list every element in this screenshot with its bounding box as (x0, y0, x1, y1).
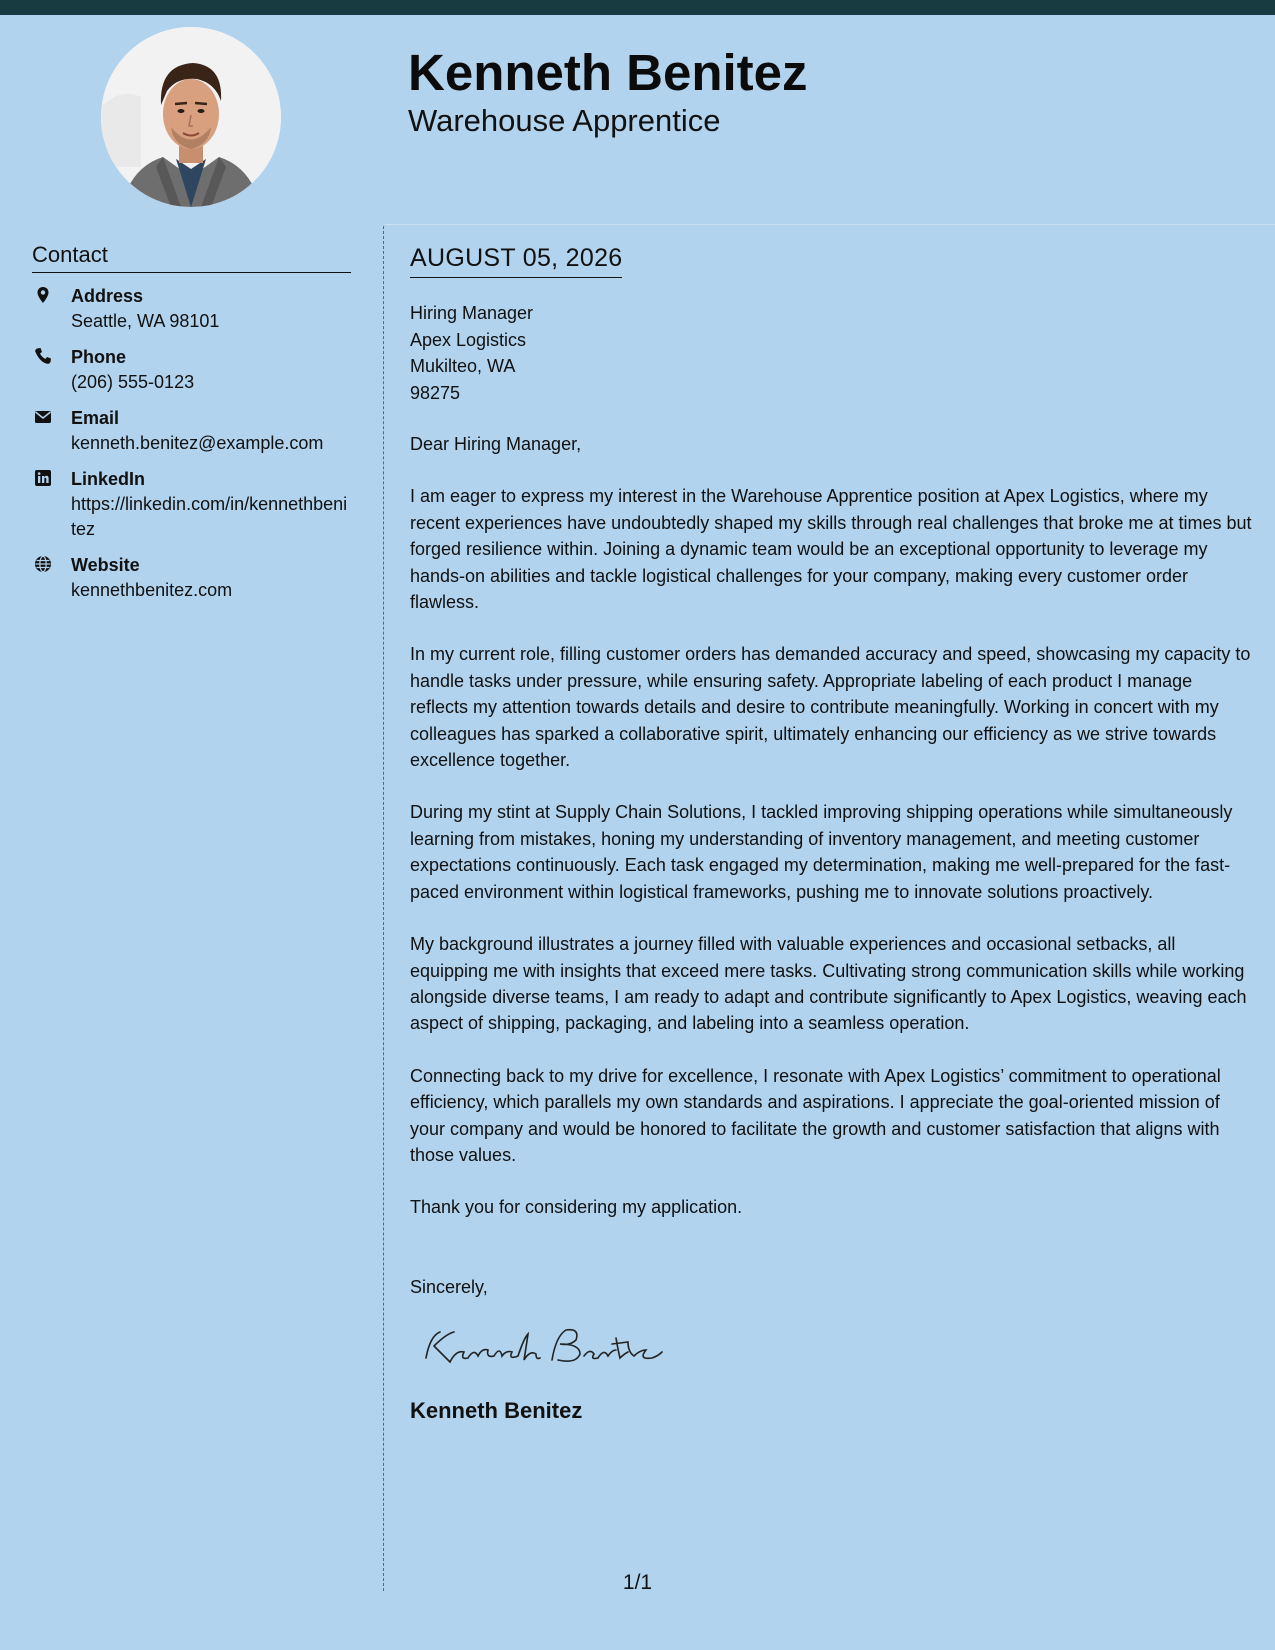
contact-address (32, 284, 352, 334)
globe-icon (34, 555, 52, 573)
letter-paragraph: Connecting back to my drive for excellence, I resonate with Apex Logistics’ commitment to operational efficiency, which parallels my own standards and aspirations. I appreciate the goal-oriented mission of your company and would be honored to facilitate the growth and customer satisfaction that aligns with those values. (410, 1065, 1221, 1165)
recipient-line: Apex Logistics (410, 329, 527, 350)
job-title: Warehouse Apprentice (408, 103, 721, 138)
contact-label-linkedin: LinkedIn (71, 469, 146, 489)
contact-label-phone: Phone (71, 347, 127, 367)
location-pin-icon (34, 286, 52, 304)
letter-paragraph: I am eager to express my interest in the Warehouse Apprentice position at Apex Logistics, where my recent experiences have undoubtedly shaped my skills through real challenges that broke me at times but forged resilience within. Joining a dynamic team would be an exceptional opportunity to leverage my hands-on abilities and tackle logistical challenges for your company, making every customer order flawless. (410, 486, 1252, 613)
recipient-line: Mukilteo, WA (410, 356, 516, 376)
header-divider (385, 224, 1275, 225)
letter-date: AUGUST 05, 2026 (410, 243, 622, 278)
contact-value-address: Seattle, WA 98101 (71, 311, 220, 331)
contact-value-website[interactable]: kennethbenitez.com (71, 580, 233, 600)
contact-value-email[interactable]: kenneth.benitez@example.com (71, 433, 324, 453)
contact-email (32, 406, 352, 456)
contact-label-email: Email (71, 408, 120, 428)
signer-name: Kenneth Benitez (410, 1398, 583, 1424)
recipient-line: 98275 (410, 382, 461, 403)
linkedin-icon (34, 469, 52, 487)
handwritten-signature (420, 1322, 1255, 1377)
contact-label-website: Website (71, 555, 140, 575)
top-accent-bar (0, 0, 1275, 15)
contact-website (32, 553, 352, 603)
contact-label-address: Address (71, 286, 144, 306)
contact-value-phone[interactable]: (206) 555-0123 (71, 372, 195, 392)
letter-paragraph: My background illustrates a journey filled with valuable experiences and occasional setbacks, all equipping me with insights that exceed mere tasks. Cultivating strong communication skills while working alongside diverse teams, I am ready to adapt and contribute significantly to Apex Logistics, weaving each aspect of shipping, packaging, and labeling into a seamless operation. (410, 934, 1247, 1034)
letter-body (410, 243, 1255, 1425)
closing: Sincerely, (410, 1276, 488, 1297)
contact-heading: Contact (32, 241, 351, 273)
letter-paragraph: In my current role, filling customer orders has demanded accuracy and speed, showcasing my capacity to handle tasks under pressure, while ensuring safety. Appropriate labeling of each product I manage reflects my attention towards details and desire to contribute meaningfully. Working in concert with my colleagues has sparked a collaborative spirit, ultimately enhancing our efficiency as we strive towards excellence together. (410, 644, 1251, 771)
phone-icon (34, 347, 52, 365)
page-number: 1/1 (622, 1571, 653, 1594)
column-divider (383, 226, 384, 1591)
recipient-block (410, 300, 1255, 406)
letter-paragraph: During my stint at Supply Chain Solutions, I tackled improving shipping operations while simultaneously learning from mistakes, honing my understanding of inventory management, and meeting customer expectations continuously. Each task engaged my determination, making me well-prepared for the fast-paced environment within logistical frameworks, pushing me to innovate solutions proactively. (410, 802, 1233, 902)
contact-phone (32, 345, 352, 395)
recipient-line: Hiring Manager (410, 303, 534, 323)
contact-list (32, 284, 352, 614)
envelope-icon (34, 408, 52, 426)
letter-paragraph: Thank you for considering my application. (410, 1197, 743, 1218)
applicant-name: Kenneth Benitez (408, 44, 808, 101)
salutation: Dear Hiring Manager, (410, 434, 582, 454)
contact-linkedin (32, 467, 352, 542)
profile-photo (101, 27, 281, 207)
contact-value-linkedin[interactable]: https://linkedin.com/in/kennethbenitez (71, 494, 348, 539)
